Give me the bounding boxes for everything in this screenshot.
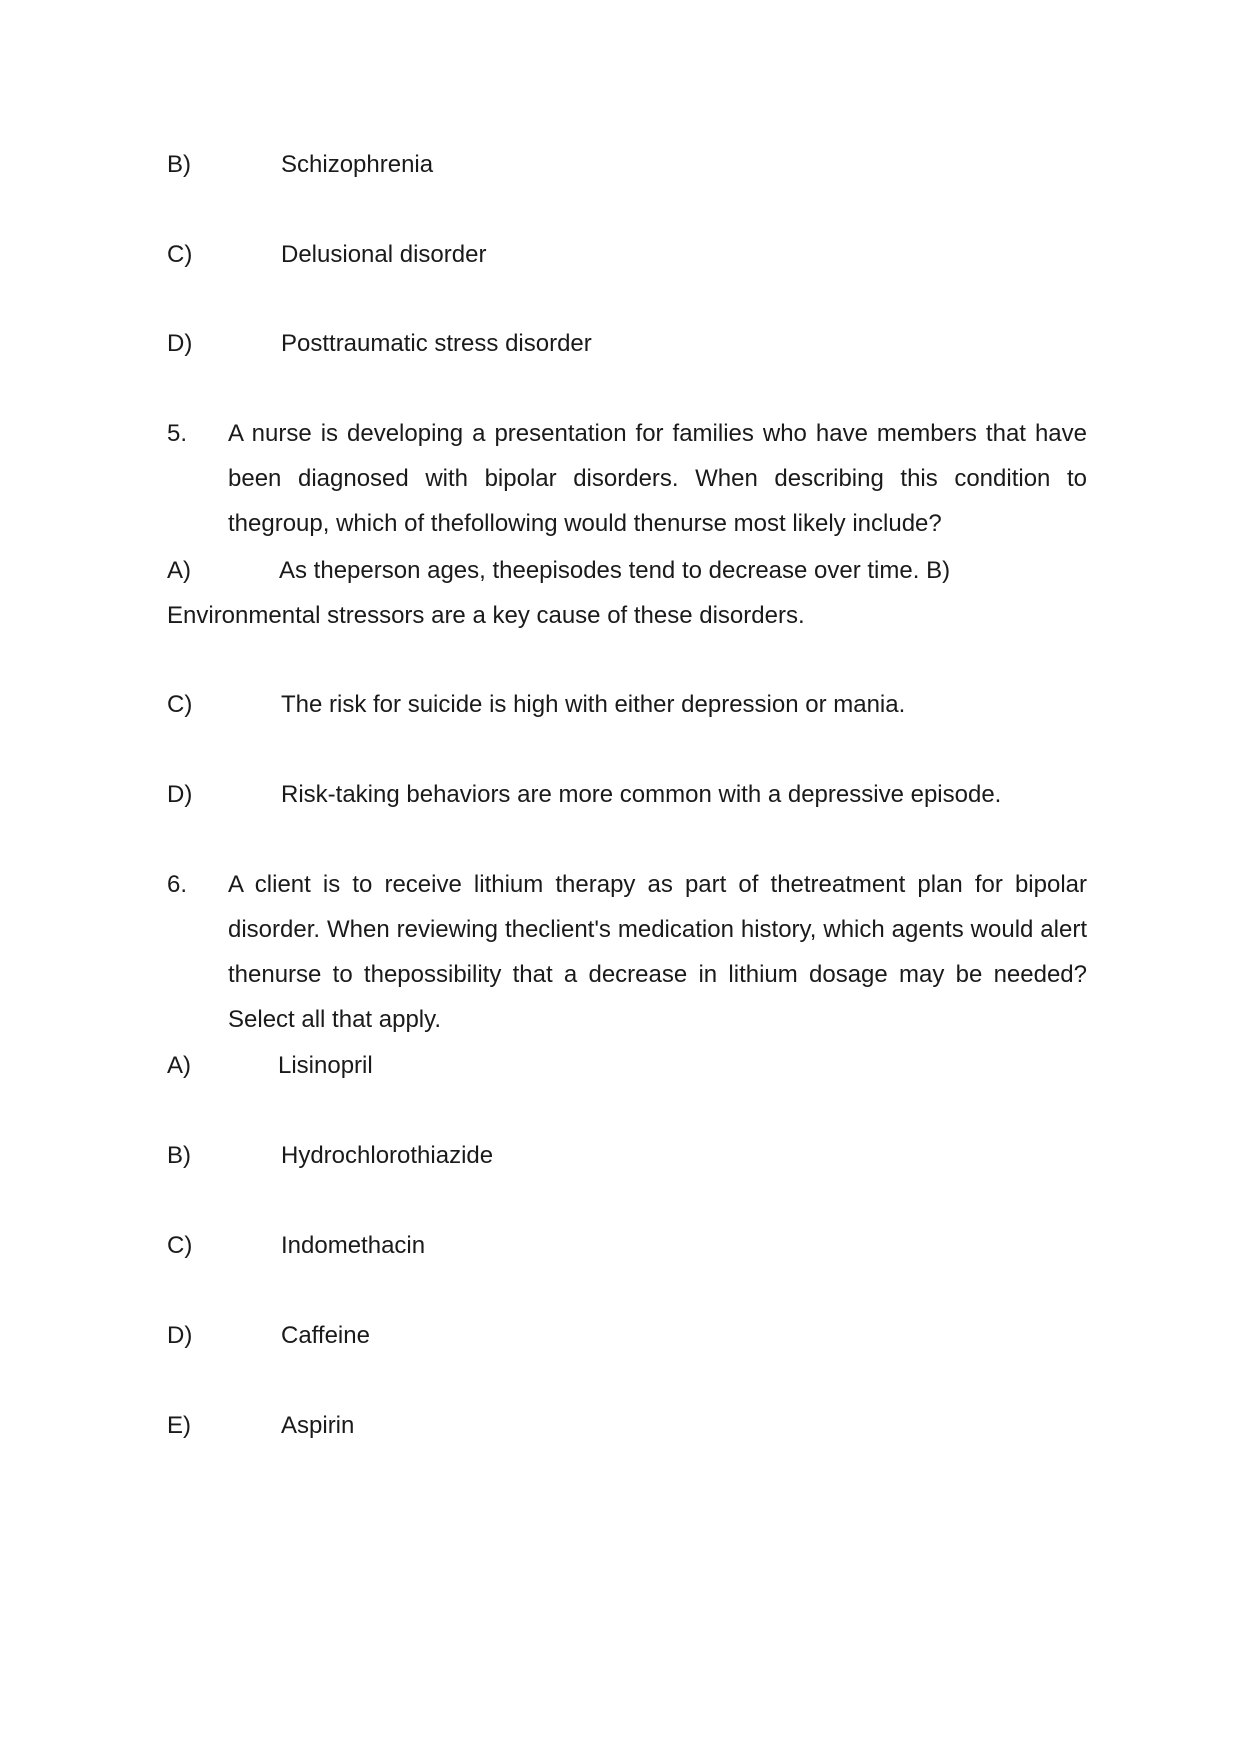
option-letter: D) — [167, 330, 193, 357]
option-text: Schizophrenia — [281, 151, 434, 178]
option-letter: B) — [167, 151, 191, 178]
option-letter: A) — [167, 1052, 191, 1079]
option-text: Posttraumatic stress disorder — [281, 330, 592, 357]
option-text: Risk-taking behaviors are more common with a depressive episode. — [281, 781, 1002, 808]
option-letter: E) — [167, 1412, 191, 1439]
option-letter: D) — [167, 1322, 193, 1349]
question-number: 5. — [167, 420, 188, 447]
option-letter: C) — [167, 691, 193, 718]
q5-options-ab — [167, 548, 1087, 638]
option-text: Indomethacin — [281, 1232, 426, 1259]
question-text: A client is to receive lithium therapy as part of thetreatment plan for bipolar disorder. When reviewing theclient's medication history, which agents would alert thenurse to thepossibility that a decrease in lithium dosage may be needed? Select all that apply. — [228, 871, 1087, 1033]
option-letter: A) — [167, 557, 191, 584]
question-5 — [167, 411, 1087, 546]
question-6 — [167, 862, 1087, 1042]
question-text: A nurse is developing a presentation for families who have members that have been diagnosed with bipolar disorders. When describing this condition to thegroup, which of thefollowing would thenurse most likely include? — [228, 420, 1087, 537]
option-text: Lisinopril — [278, 1052, 373, 1079]
option-text: Caffeine — [281, 1322, 370, 1349]
option-letter: B) — [167, 1142, 191, 1169]
option-letter: C) — [167, 1232, 193, 1259]
option-text: Aspirin — [281, 1412, 355, 1439]
option-letter: D) — [167, 781, 193, 808]
option-text: Hydrochlorothiazide — [281, 1142, 494, 1169]
option-text: As theperson ages, theepisodes tend to decrease over time. B) — [279, 557, 951, 584]
option-text: Delusional disorder — [281, 241, 487, 268]
question-number: 6. — [167, 871, 188, 898]
option-text: Environmental stressors are a key cause of these disorders. — [167, 602, 805, 629]
option-text: The risk for suicide is high with either depression or mania. — [281, 691, 906, 718]
option-letter: C) — [167, 241, 193, 268]
